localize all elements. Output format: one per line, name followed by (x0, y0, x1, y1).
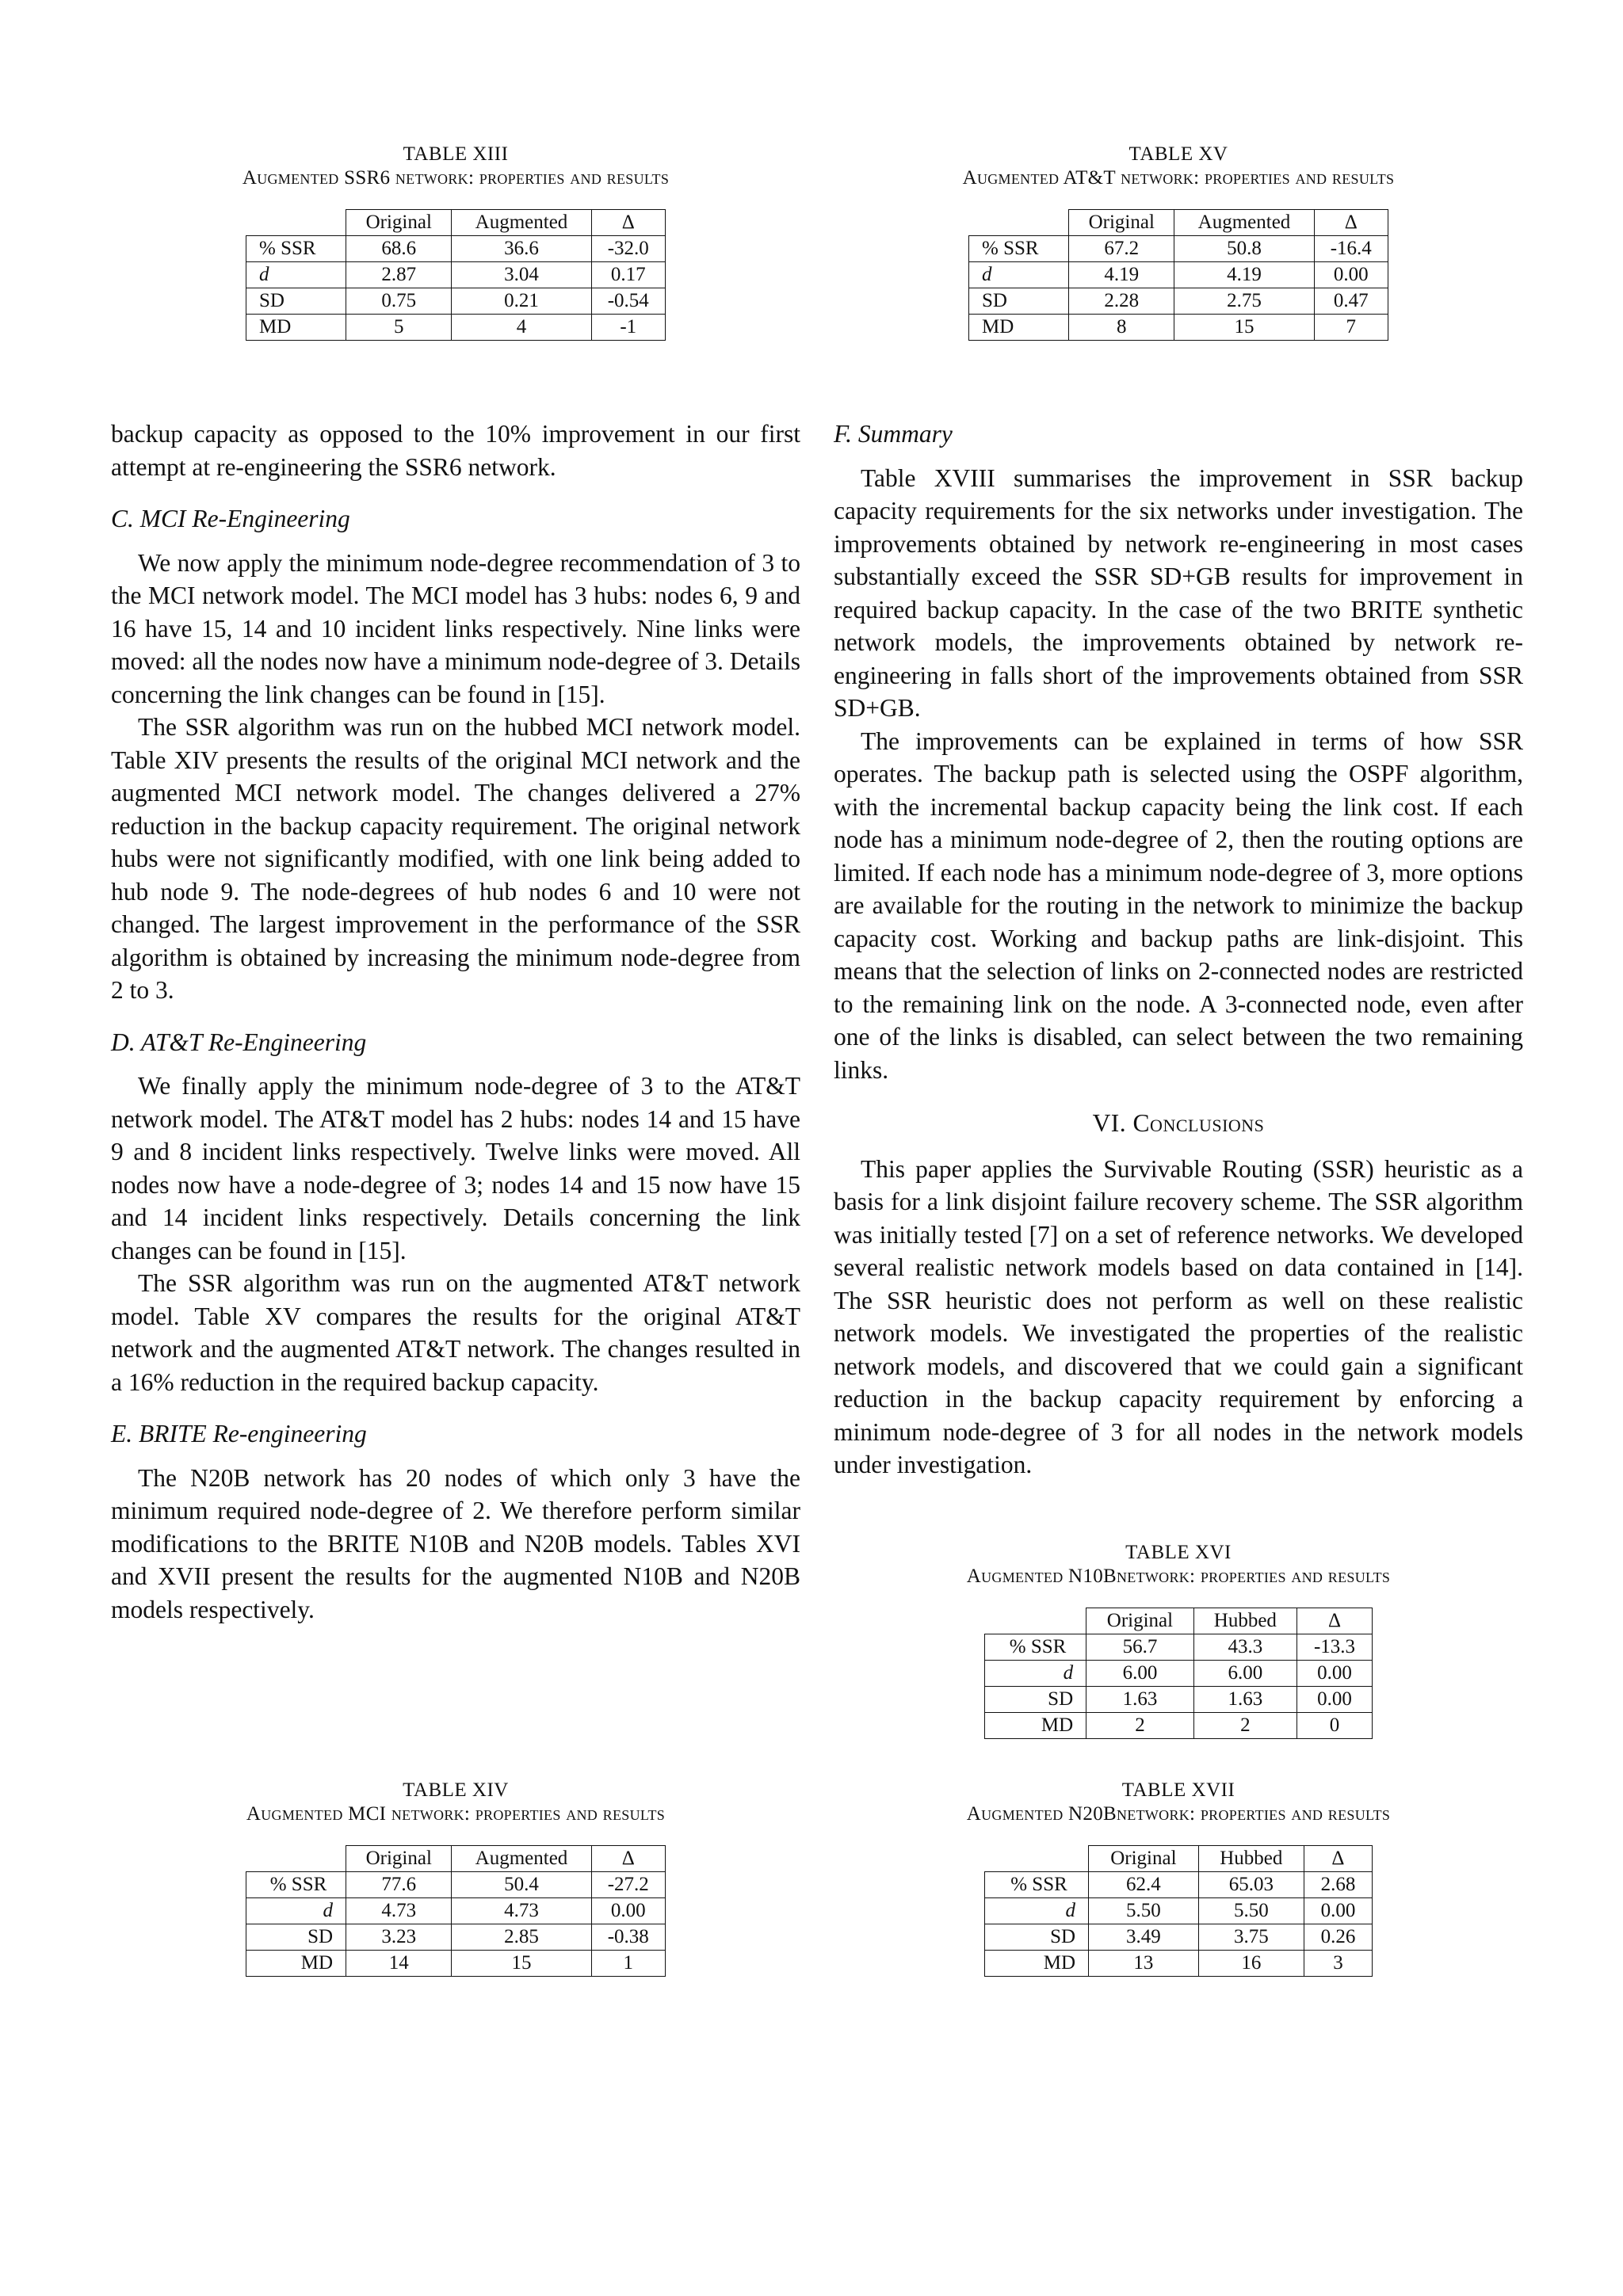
table-xvi-caption: Augmented N10Bnetwork: properties and results (966, 1566, 1391, 1587)
table-cell: 43.3 (1193, 1634, 1296, 1661)
table-xvi-label: TABLE XVI (1125, 1542, 1232, 1563)
table-xiii-caption: Augmented SSR6 network: properties and results (242, 167, 670, 189)
table-xv-caption: Augmented AT&T network: properties and results (962, 167, 1395, 189)
table-cell: 62.4 (1089, 1872, 1199, 1898)
table-cell: 0.00 (1304, 1898, 1372, 1924)
table-xvii-caption: Augmented N20Bnetwork: properties and results (966, 1803, 1391, 1825)
table-header-row (246, 1846, 666, 1872)
paragraph-d2: The SSR algorithm was run on the augmented AT&T network model. Table XV compares the results for the original AT&T network and the augmented AT&T network. The changes resulted in a 16% reduction in the required backup capacity. (111, 1269, 800, 1396)
table-xv (968, 209, 1388, 341)
table-cell: 68.6 (346, 236, 452, 262)
table-row (246, 288, 666, 315)
table-xiv-label: TABLE XIV (403, 1779, 509, 1801)
column-header: Hubbed (1193, 1608, 1296, 1634)
table-cell: 5.50 (1089, 1898, 1199, 1924)
row-header: SD (246, 288, 346, 315)
table-row (969, 236, 1388, 262)
table-cell: 3.23 (346, 1924, 452, 1951)
table-xvii-label: TABLE XVII (1121, 1779, 1235, 1801)
table-xiv (246, 1845, 666, 1977)
paragraph-c2: The SSR algorithm was run on the hubbed MCI network model. Table XIV presents the results of the original MCI network and the augmented MCI network model. The changes delivered a 27% reduction in the backup capacity requirement. The original network hubs were not significantly modified, with one link being added to hub node 9. The node-degrees of hub nodes 6 and 10 were not changed. The largest improvement in the performance of the SSR algorithm is obtained by increasing the minimum node-degree from 2 to 3. (111, 713, 800, 1004)
table-cell: 3.04 (452, 262, 591, 288)
table-cell: 6.00 (1193, 1661, 1296, 1687)
table-cell: 0.00 (591, 1898, 666, 1924)
table-cell: 5 (346, 315, 452, 341)
table-cell: 7 (1314, 315, 1388, 341)
table-cell: 2 (1193, 1713, 1296, 1739)
table-row (985, 1687, 1373, 1713)
table-row (985, 1634, 1373, 1661)
row-header: d (246, 1898, 346, 1924)
table-cell: -0.54 (591, 288, 666, 315)
table-cell: 8 (1069, 315, 1174, 341)
table-cell: 6.00 (1086, 1661, 1194, 1687)
row-header: % SSR (246, 1872, 346, 1898)
table-xiii-block (111, 143, 800, 341)
table-header-row (246, 210, 666, 236)
table-header-row (985, 1608, 1373, 1634)
table-cell: 65.03 (1198, 1872, 1304, 1898)
table-cell: 0.17 (591, 262, 666, 288)
row-header: d (985, 1661, 1086, 1687)
row-header: % SSR (246, 236, 346, 262)
table-row (246, 236, 666, 262)
table-cell: -16.4 (1314, 236, 1388, 262)
table-cell: 0.00 (1314, 262, 1388, 288)
table-cell: 0.47 (1314, 288, 1388, 315)
table-cell: 2.28 (1069, 288, 1174, 315)
table-cell: 0.00 (1296, 1687, 1372, 1713)
table-row (246, 1951, 666, 1977)
table-xiii (246, 209, 666, 341)
section-heading-vi: VI. Conclusions (1092, 1109, 1265, 1137)
table-row (246, 315, 666, 341)
table-header-row (969, 210, 1388, 236)
column-header: Δ (1296, 1608, 1372, 1634)
table-row (985, 1951, 1373, 1977)
table-cell: 2.87 (346, 262, 452, 288)
table-cell: -13.3 (1296, 1634, 1372, 1661)
table-cell: 4.19 (1174, 262, 1314, 288)
table-cell: 0.75 (346, 288, 452, 315)
row-header: % SSR (985, 1872, 1089, 1898)
table-corner-cell (985, 1846, 1089, 1872)
row-header: SD (985, 1924, 1089, 1951)
table-cell: 4.19 (1069, 262, 1174, 288)
table-cell: 0.26 (1304, 1924, 1372, 1951)
table-row (985, 1898, 1373, 1924)
table-cell: 2.75 (1174, 288, 1314, 315)
table-row (969, 315, 1388, 341)
table-cell: 15 (1174, 315, 1314, 341)
table-cell: 4.73 (346, 1898, 452, 1924)
table-cell: 0.21 (452, 288, 591, 315)
right-column-text (834, 418, 1523, 1482)
table-xv-block (834, 143, 1523, 341)
column-header: Augmented (452, 210, 591, 236)
table-xiv-caption: Augmented MCI network: properties and results (246, 1803, 666, 1825)
table-cell: 2.68 (1304, 1872, 1372, 1898)
row-header: d (985, 1898, 1089, 1924)
table-cell: 67.2 (1069, 236, 1174, 262)
table-row (246, 1924, 666, 1951)
table-cell: 3.49 (1089, 1924, 1199, 1951)
table-xiv-block (111, 1779, 800, 1977)
paragraph-f1: Table XVIII summarises the improvement in SSR backup capacity requirements for the six networks under investigation. The improvements obtained by network re-engineering in most cases substantially exceed the SSR SD+GB results for improvement in required backup capacity. In the case of the two BRITE synthetic network models, the improvements obtained by network re-engineering in falls short of the improvements obtained from SSR SD+GB. (834, 463, 1523, 722)
table-row (969, 262, 1388, 288)
table-cell: 16 (1198, 1951, 1304, 1977)
paragraph-continued: backup capacity as opposed to the 10% improvement in our first attempt at re-engineering the SSR6 network. (111, 420, 800, 481)
table-cell: 4 (452, 315, 591, 341)
column-header: Original (1086, 1608, 1194, 1634)
table-cell: 3 (1304, 1951, 1372, 1977)
table-cell: 4.73 (452, 1898, 591, 1924)
row-header: d (969, 262, 1069, 288)
table-xvi (984, 1608, 1373, 1739)
table-xiii-label: TABLE XIII (403, 143, 509, 165)
table-cell: 56.7 (1086, 1634, 1194, 1661)
table-corner-cell (985, 1608, 1086, 1634)
row-header: SD (969, 288, 1069, 315)
table-cell: 36.6 (452, 236, 591, 262)
table-row (985, 1661, 1373, 1687)
table-cell: 0 (1296, 1713, 1372, 1739)
table-cell: 1 (591, 1951, 666, 1977)
row-header: MD (985, 1713, 1086, 1739)
row-header: SD (246, 1924, 346, 1951)
paragraph-e1: The N20B network has 20 nodes of which only 3 have the minimum required node-degree of 2. We therefore perform similar modifications to the BRITE N10B and N20B models. Tables XVI and XVII present the results for the augmented N10B and N20B models respectively. (111, 1463, 800, 1623)
table-cell: 15 (452, 1951, 591, 1977)
paragraph-c1: We now apply the minimum node-degree recommendation of 3 to the MCI network model. The MCI model has 3 hubs: nodes 6, 9 and 16 have 15, 14 and 10 incident links respectively. Nine links were moved: all the nodes now have a minimum node-degree of 3. Details concerning the link changes can be found in [15]. (111, 548, 800, 708)
table-corner-cell (246, 1846, 346, 1872)
row-header: d (246, 262, 346, 288)
column-header: Original (1069, 210, 1174, 236)
table-xvi-block (834, 1541, 1523, 1739)
table-cell: 1.63 (1086, 1687, 1194, 1713)
table-cell: -0.38 (591, 1924, 666, 1951)
section-heading-c: C. MCI Re-Engineering (111, 505, 350, 532)
column-header: Original (346, 210, 452, 236)
row-header: % SSR (985, 1634, 1086, 1661)
table-xvii (984, 1845, 1373, 1977)
table-cell: 77.6 (346, 1872, 452, 1898)
table-row (985, 1872, 1373, 1898)
table-corner-cell (246, 210, 346, 236)
section-heading-f: F. Summary (834, 420, 953, 448)
table-cell: -27.2 (591, 1872, 666, 1898)
table-cell: 50.8 (1174, 236, 1314, 262)
row-header: MD (246, 1951, 346, 1977)
row-header: % SSR (969, 236, 1069, 262)
column-header: Original (1089, 1846, 1199, 1872)
table-cell: 3.75 (1198, 1924, 1304, 1951)
row-header: SD (985, 1687, 1086, 1713)
table-corner-cell (969, 210, 1069, 236)
column-header: Original (346, 1846, 452, 1872)
column-header: Hubbed (1198, 1846, 1304, 1872)
column-header: Augmented (1174, 210, 1314, 236)
table-cell: 2 (1086, 1713, 1194, 1739)
table-cell: -32.0 (591, 236, 666, 262)
section-heading-d: D. AT&T Re-Engineering (111, 1028, 367, 1056)
table-row (969, 288, 1388, 315)
section-heading-e: E. BRITE Re-engineering (111, 1420, 367, 1447)
row-header: MD (969, 315, 1069, 341)
table-row (246, 262, 666, 288)
table-cell: 0.00 (1296, 1661, 1372, 1687)
table-row (246, 1872, 666, 1898)
table-row (985, 1924, 1373, 1951)
table-header-row (985, 1846, 1373, 1872)
column-header: Δ (1304, 1846, 1372, 1872)
table-xv-label: TABLE XV (1128, 143, 1228, 165)
column-header: Δ (591, 1846, 666, 1872)
table-cell: 5.50 (1198, 1898, 1304, 1924)
column-header: Δ (1314, 210, 1388, 236)
row-header: MD (246, 315, 346, 341)
table-cell: 14 (346, 1951, 452, 1977)
table-xvii-block (834, 1779, 1523, 1977)
column-header: Augmented (452, 1846, 591, 1872)
table-cell: 50.4 (452, 1872, 591, 1898)
row-header: MD (985, 1951, 1089, 1977)
table-cell: 1.63 (1193, 1687, 1296, 1713)
column-header: Δ (591, 210, 666, 236)
table-row (246, 1898, 666, 1924)
left-column-text (111, 418, 800, 1626)
paragraph-f2: The improvements can be explained in terms of how SSR operates. The backup path is selected using the OSPF algorithm, with the incremental backup capacity being the link cost. If each node has a minimum node-degree of 2, then the routing options are limited. If each node has a minimum node-degree of 3, more options are available for the routing in the network to minimize the backup capacity cost. Working and backup paths are link-disjoint. This means that the selection of links on 2-connected nodes are restricted to the remaining link on the node. A 3-connected node, even after one of the links is disabled, can select between the two remaining links. (834, 727, 1523, 1084)
table-cell: 2.85 (452, 1924, 591, 1951)
paragraph-vi1: This paper applies the Survivable Routing (SSR) heuristic as a basis for a link disjoint failure recovery scheme. The SSR algorithm was initially tested [7] on a set of reference networks. We developed several realistic network models based on data contained in [14]. The SSR heuristic does not perform as well on these realistic network models. We investigated the properties of the realistic network models, and discovered that we could gain a significant reduction in the backup capacity requirement by enforcing a minimum node-degree of 3 for all nodes in the network models under investigation. (834, 1154, 1523, 1478)
table-cell: 13 (1089, 1951, 1199, 1977)
table-cell: -1 (591, 315, 666, 341)
paragraph-d1: We finally apply the minimum node-degree of 3 to the AT&T network model. The AT&T model has 2 hubs: nodes 14 and 15 have 9 and 8 incident links respectively. Twelve links were moved. All nodes now have a node-degree of 3; nodes 14 and 15 now have 15 and 14 incident links respectively. Details concerning the link changes can be found in [15]. (111, 1072, 800, 1264)
table-row (985, 1713, 1373, 1739)
